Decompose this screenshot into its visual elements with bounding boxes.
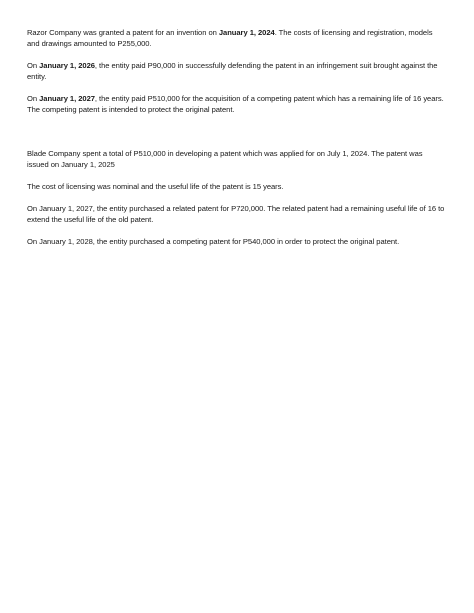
text-segment: On bbox=[27, 61, 40, 70]
blade-paragraph-1: Blade Company spent a total of P510,000 in developing a patent which was applied for on July 1, 2024. The patent was issued on January 1, 2025 bbox=[27, 149, 423, 169]
text-segment: Razor Company was granted a patent for an invention on bbox=[27, 28, 219, 37]
text-segment: , the entity paid P90,000 in successfully defending the patent in an infringement suit brought against the entity. bbox=[27, 61, 438, 81]
document-body bbox=[27, 27, 445, 258]
blade-paragraph-3: On January 1, 2027, the entity purchased a related patent for P720,000. The related patent had a remaining useful life of 16 to extend the useful life of the old patent. bbox=[27, 204, 445, 224]
razor-paragraph-1 bbox=[27, 27, 445, 49]
bold-date: January 1, 2024 bbox=[218, 28, 275, 37]
text-segment: , the entity paid P510,000 for the acquisition of a competing patent which has a remaining life of 16 years. The competing patent is intended to protect the original patent. bbox=[27, 94, 444, 114]
blade-paragraph-2: The cost of licensing was nominal and the useful life of the patent is 15 years. bbox=[27, 182, 284, 191]
razor-paragraph-2 bbox=[27, 60, 445, 82]
text-segment: On bbox=[27, 94, 40, 103]
text-segment: . The costs of licensing and registration, models and drawings amounted to P255,000. bbox=[27, 28, 433, 48]
blade-paragraph-4: On January 1, 2028, the entity purchased a competing patent for P540,000 in order to protect the original patent. bbox=[27, 237, 400, 246]
section-spacer bbox=[27, 126, 445, 148]
bold-date: January 1, 2027 bbox=[39, 94, 95, 103]
razor-paragraph-3 bbox=[27, 93, 445, 115]
bold-date: January 1, 2026 bbox=[39, 61, 95, 70]
